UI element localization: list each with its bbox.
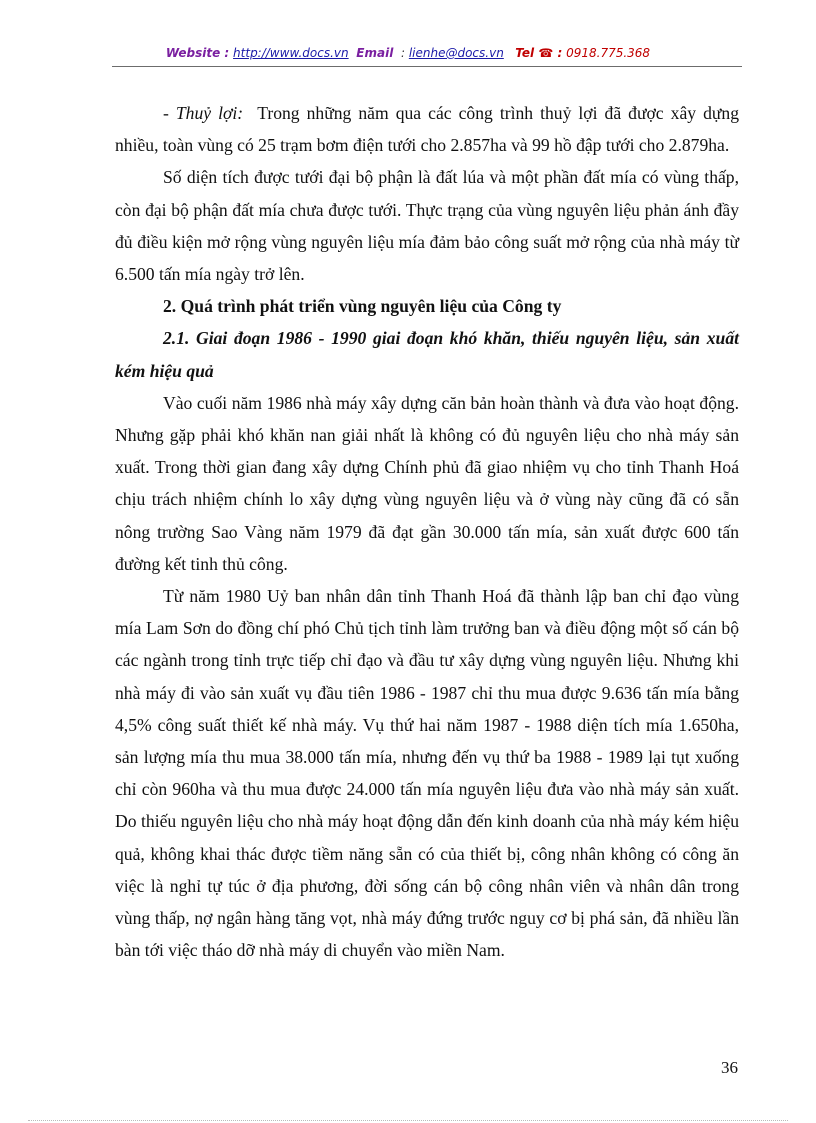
paragraph-irrigated-area: Số diện tích được tưới đại bộ phận là đất lúa và một phần đất mía có vùng thấp, còn đại bộ phận đất mía chưa được tưới. Thực trạng của vùng nguyên liệu phản ánh đầy đủ điều kiện mở rộng vùng nguyên liệu mía đảm bảo công suất mở rộng của nhà máy từ 6.500 tấn mía ngày trở lên.	[115, 167, 739, 285]
paragraph-irrigation	[115, 97, 739, 161]
tel-value: 0918.775.368	[566, 46, 651, 60]
website-link[interactable]: http://www.docs.vn	[233, 46, 349, 60]
header-divider	[112, 66, 742, 67]
paragraph-1980: Từ năm 1980 Uỷ ban nhân dân tỉnh Thanh Hoá đã thành lập ban chỉ đạo vùng mía Lam Sơn do đồng chí phó Chủ tịch tỉnh làm trưởng ban và điều động một số cán bộ các ngành trong tỉnh trực tiếp chỉ đạo và đầu tư xây dựng vùng nguyên liệu. Nhưng khi nhà máy đi vào sản xuất vụ đầu tiên 1986 - 1987 chỉ thu mua được 9.636 tấn mía bằng 4,5% công suất thiết kế nhà máy. Vụ thứ hai năm 1987 - 1988 diện tích mía 1.650ha, sản lượng mía thu mua 38.000 tấn mía, nhưng đến vụ thứ ba 1988 - 1989 lại tụt xuống chỉ còn 960ha và thu mua được 24.000 tấn mía nguyên liệu đưa vào nhà máy sản xuất. Do thiếu nguyên liệu cho nhà máy hoạt động dẫn đến kinh doanh của nhà máy kém hiệu quả, không khai thác được tiềm năng sẵn có của thiết bị, công nhân không có công ăn việc là nghỉ tự túc ở địa phương, đời sống cán bộ công nhân viên và nhân dân trong vùng thấp, nợ ngân hàng tăng vọt, nhà máy đứng trước nguy cơ bị phá sản, đã nhiều lần bàn tới việc tháo dỡ nhà máy di chuyển vào miền Nam.	[115, 586, 739, 961]
irrigation-label: - Thuỷ lợi:	[163, 103, 244, 123]
subsection-heading: 2.1. Giai đoạn 1986 - 1990 giai đoạn khó khăn, thiếu nguyên liệu, sản xuất kém hiệu quả	[115, 328, 739, 381]
irrigation-text: Trong những năm qua các công trình thuỷ lợi đã được xây dựng nhiều, toàn vùng có 25 trạm bơm điện tưới cho 2.857ha và 99 hồ đập tưới cho 2.879ha.	[115, 103, 740, 156]
email-link[interactable]: lienhe@docs.vn	[408, 46, 504, 60]
page-number: 36	[721, 1058, 738, 1077]
tel-label: Tel ☎ :	[515, 46, 563, 60]
section-heading: 2. Quá trình phát triển vùng nguyên liệu của Công ty	[163, 296, 562, 317]
paragraph-1986: Vào cuối năm 1986 nhà máy xây dựng căn bản hoàn thành và đưa vào hoạt động. Nhưng gặp phải khó khăn nan giải nhất là không có đủ nguyên liệu cho nhà máy sản xuất. Trong thời gian đang xây dựng Chính phủ đã giao nhiệm vụ cho tỉnh Thanh Hoá chịu trách nhiệm chính lo xây dựng vùng nguyên liệu và ở vùng này cũng đã có sẵn nông trường Sao Vàng năm 1979 đã đạt gần 30.000 tấn mía, sản xuất được 600 tấn đường kết tinh thủ công.	[115, 392, 739, 574]
email-separator: :	[400, 46, 405, 60]
document-body	[115, 97, 739, 966]
page-header	[0, 46, 816, 60]
footer-divider	[28, 1120, 788, 1121]
email-label: Email	[356, 46, 394, 60]
website-label: Website :	[165, 46, 230, 60]
